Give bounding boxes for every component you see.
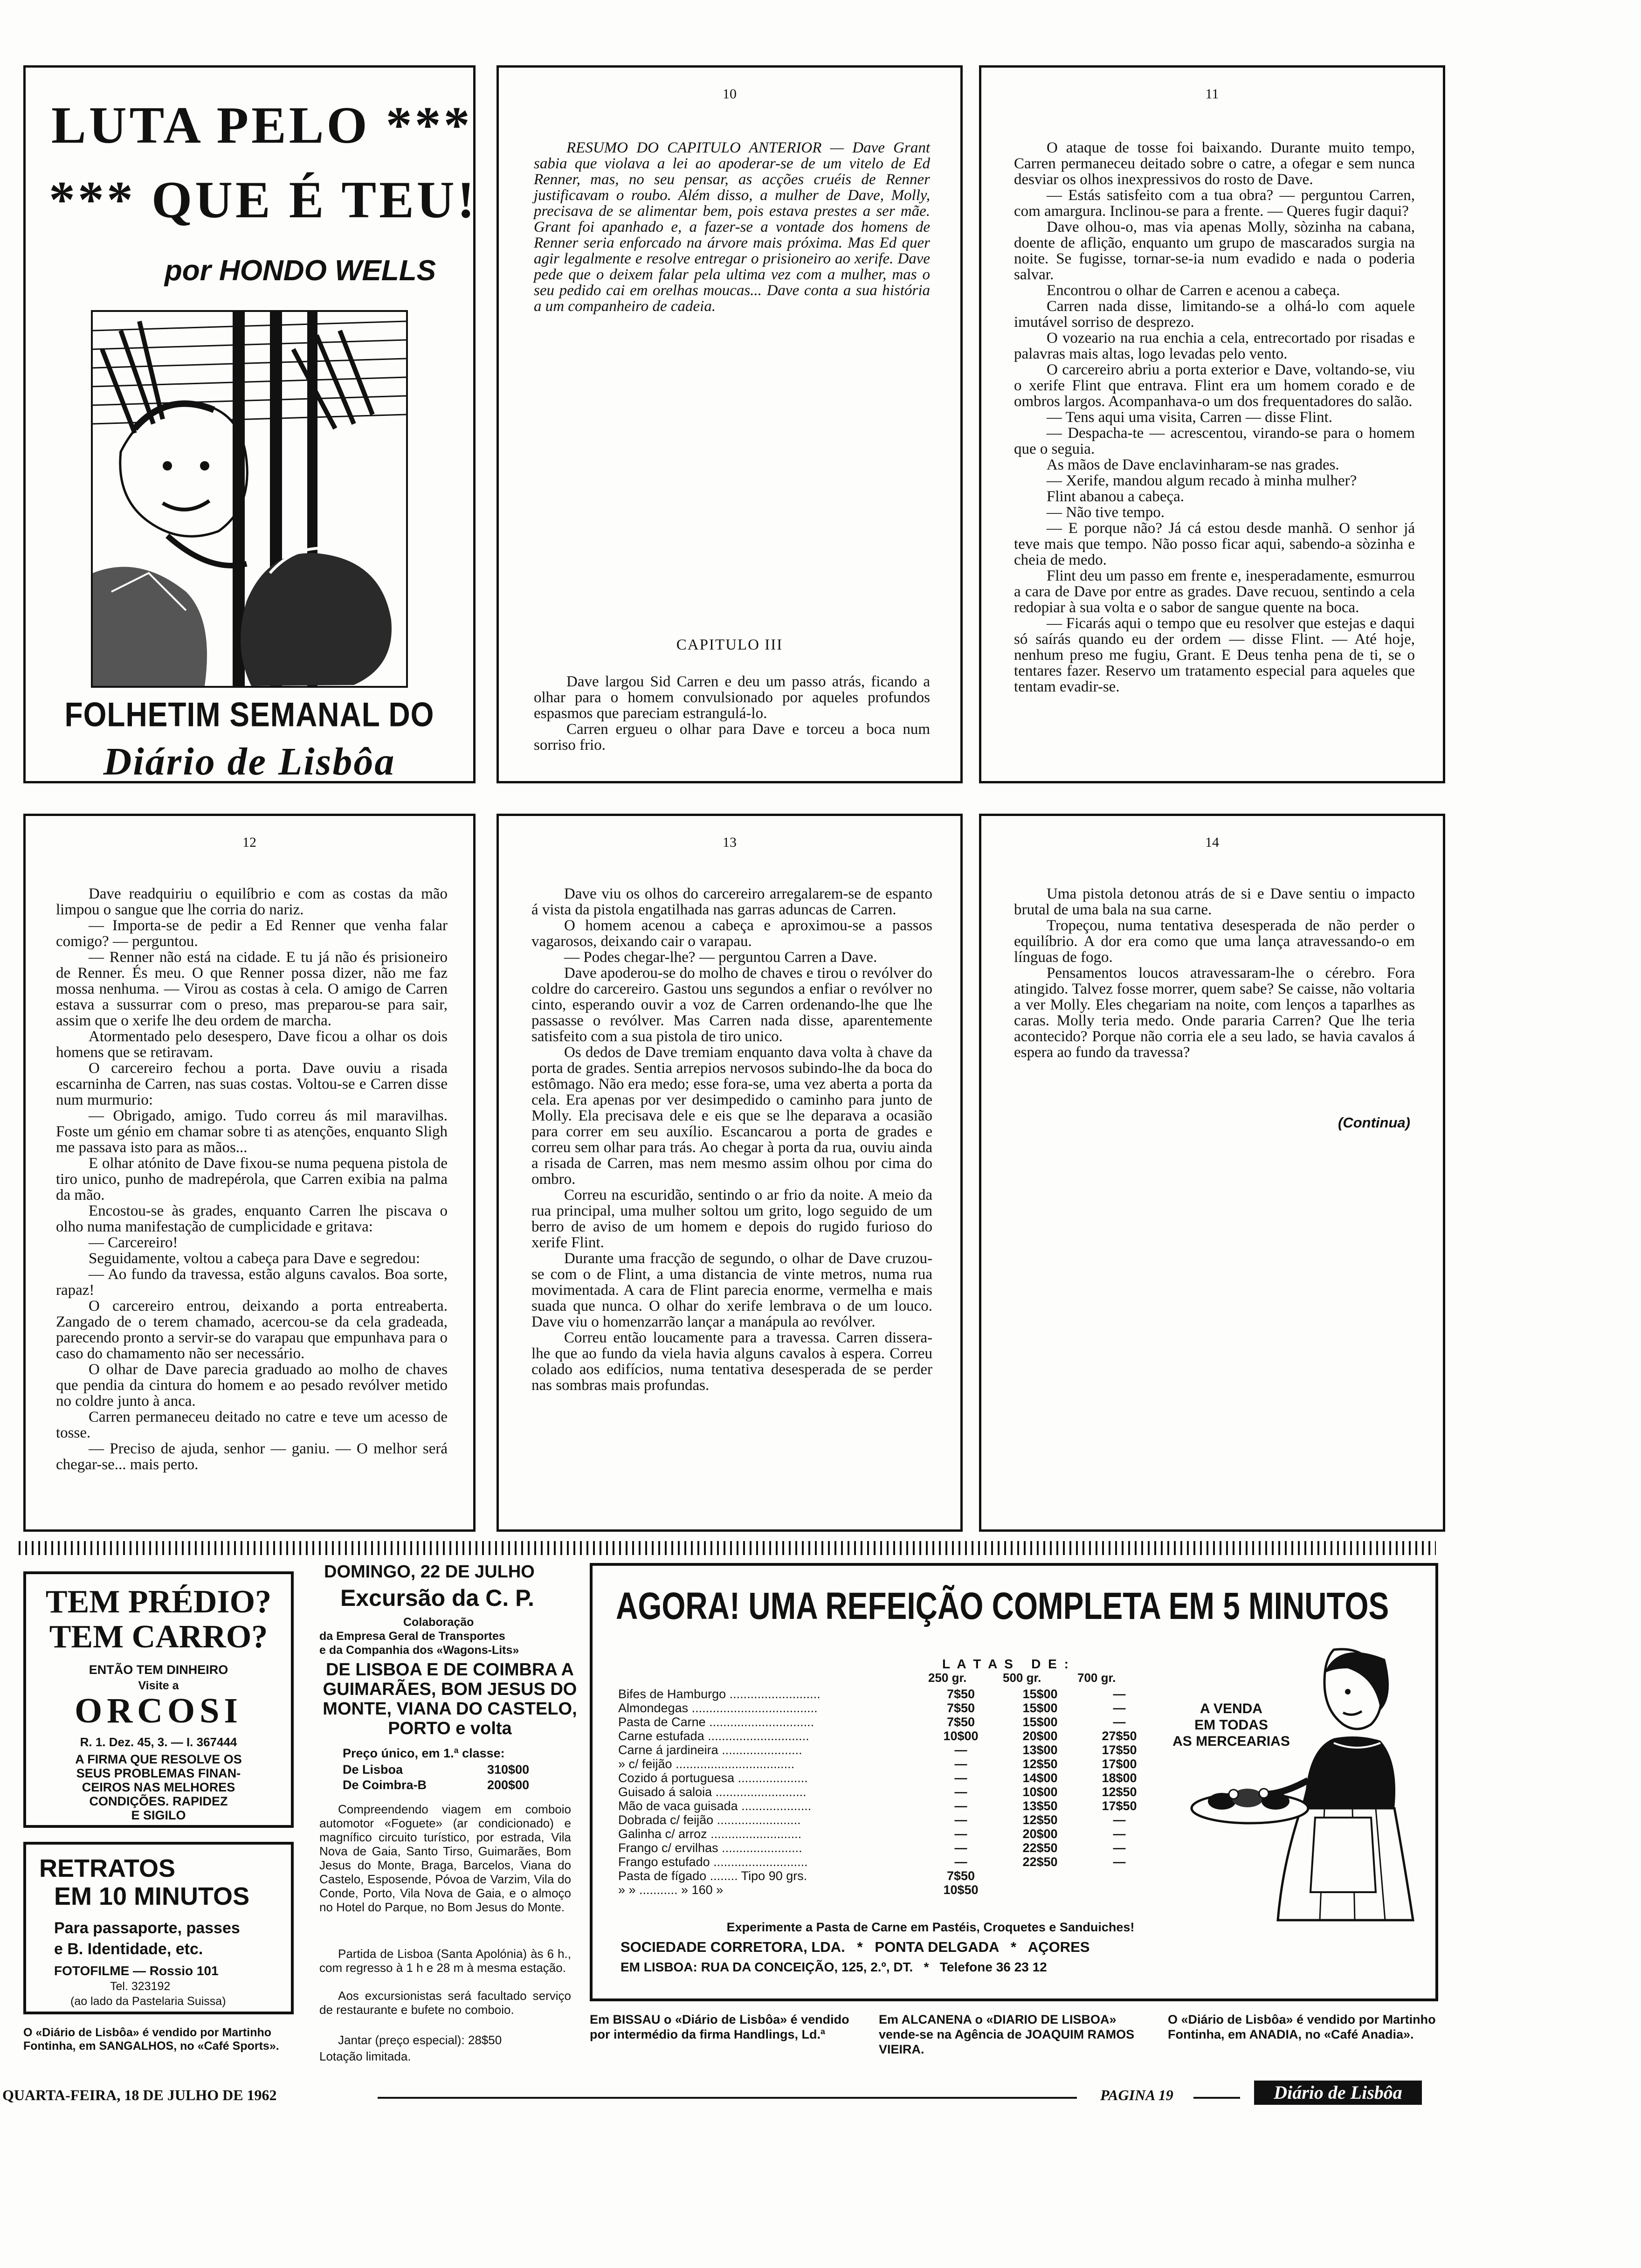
ad-retratos: [23, 1842, 294, 2014]
price-item-name: Galinha c/ arroz ..........................: [618, 1827, 802, 1841]
paragraph: — Obrigado, amigo. Tudo correu ás mil maravilhas. Foste um génio em chamar sobre ti as atenções, enquanto Sligh me passava isto para as mãos...: [56, 1107, 448, 1156]
retratos-line4: e B. Identidade, etc.: [54, 1940, 203, 1958]
price-value: 12$50: [1102, 1785, 1137, 1799]
price-item-name: Frango estufado ...........................: [618, 1855, 808, 1869]
footer-date: QUARTA-FEIRA, 18 DE JULHO DE 1962: [2, 2087, 277, 2103]
paragraph: Dave olhou-o, mas via apenas Molly, sòzinha na cabana, doente de aflição, enquanto um grupo de mascarados surgia na noite. Se fugisse, tornar-se-ia num evadido e nada o poderia salvar.: [1014, 219, 1415, 283]
page-11-body: [1014, 140, 1415, 695]
price-value: —: [1113, 1715, 1126, 1729]
price-value: 20$00: [1022, 1729, 1058, 1743]
refeicao-company: SOCIEDADE CORRETORA, LDA. * PONTA DELGADA * AÇORES: [621, 1939, 1090, 1955]
price-value: [1000, 1869, 1080, 1883]
retratos-line5: FOTOFILME — Rossio 101: [54, 1964, 219, 1978]
paragraph: Durante uma fracção de segundo, o olhar de Dave cruzou-se com o de Flint, a uma distancia de vinte metros, numa rua movimentada. A cara de Flint parecia enorme, vermelha e mais suada que nunca. O olhar do xerife lembrava o de um louco. Dave viu o homenzarrão lançar a manápula ao revólver.: [531, 1250, 932, 1330]
price-row: [618, 1813, 1159, 1827]
retratos-line6: Tel. 323192: [110, 1980, 171, 1993]
price-value: 7$50: [946, 1687, 975, 1701]
retratos-line1: RETRATOS: [39, 1854, 176, 1882]
price-item-name: » c/ feijão ..................................: [618, 1757, 795, 1771]
page-13-body: [531, 886, 932, 1393]
price-value: —: [954, 1827, 967, 1841]
price-value: —: [954, 1813, 967, 1827]
paragraph: — Xerife, mandou algum recado à minha mulher?: [1047, 472, 1357, 489]
price-value: —: [954, 1841, 967, 1855]
price-row: [618, 1729, 1159, 1743]
paragraph: Pensamentos loucos atravessaram-lhe o cérebro. Fora atingido. Talvez fosse morrer, quem sabe? Se caisse, não voltaria a ver Molly. Eles chegariam na noite, com lenços a taparlhes as caras. Molly teria medo. Onde pararia Carren? Que lhe teria acontecido? Porque não corria ele a seu lado, se havia cavalos á espera ao fundo da travessa?: [1014, 965, 1415, 1061]
page-10-body: [534, 674, 930, 753]
price-item-name: Pasta de fígado ........ Tipo 90 grs.: [618, 1869, 807, 1883]
retratos-line7: (ao lado da Pastelaria Suissa): [70, 1995, 226, 2008]
price-value: 18$00: [1102, 1771, 1137, 1785]
excursao-price-coimbra: 200$00: [487, 1778, 530, 1792]
excursao-limited: Lotação limitada.: [319, 2049, 411, 2063]
retratos-line2: EM 10 MINUTOS: [54, 1882, 250, 1910]
paragraph: Carren nada disse, limitando-se a olhá-lo com aquele imutável sorriso de desprezo.: [1014, 298, 1415, 331]
paragraph: — Renner não está na cidade. E tu já não és prisioneiro de Renner. És meu. O que Renner possa dizer, não me faz mossa nenhuma. — Virou as costas à cela. O amigo de Carren estava a sussurrar com o preso, mas preparou-se para sair, assim que o xerife lhe deu ordem de marcha.: [56, 949, 448, 1029]
cover-title-line1: LUTA PELO ***: [51, 97, 473, 154]
footer-paper-name: Diário de Lisbôa: [1274, 2082, 1402, 2103]
page-number: 10: [723, 86, 737, 102]
price-value: 14$00: [1022, 1771, 1058, 1785]
price-item-name: Carne á jardineira .......................: [618, 1743, 802, 1757]
price-value: 10$00: [1022, 1785, 1058, 1799]
paragraph: — Não tive tempo.: [1047, 504, 1165, 521]
price-value: 7$50: [946, 1715, 975, 1729]
paragraph: — Tens aqui uma visita, Carren — disse Flint.: [1047, 409, 1333, 426]
excursao-route: DE LISBOA E DE COIMBRA A GUIMARÃES, BOM JESUS DO MONTE, VIANA DO CASTELO, PORTO e volta: [323, 1660, 577, 1738]
orcosi-line1: TEM PRÉDIO?: [45, 1584, 272, 1620]
price-item-name: Mão de vaca guisada ....................: [618, 1799, 812, 1813]
paragraph: O homem acenou a cabeça e aproximou-se a passos vagarosos, deixando cair o varapau.: [531, 917, 932, 950]
page-number: 14: [1205, 835, 1219, 850]
notice-alcanena: Em ALCANENA o «DIARIO DE LISBOA» vende-se na Agência de JOAQUIM RAMOS VIEIRA.: [879, 2012, 1135, 2056]
refeicao-latas-header: L A T A S D E :: [942, 1657, 1070, 1671]
refeicao-lisboa: EM LISBOA: RUA DA CONCEIÇÃO, 125, 2.º, DT. * Telefone 36 23 12: [621, 1960, 1047, 1974]
price-item-name: Dobrada c/ feijão ........................: [618, 1813, 801, 1827]
footer-rule-left: [378, 2097, 1077, 2099]
paragraph: Dave apoderou-se do molho de chaves e tirou o revólver do coldre do carcereiro. Gastou uns segundos a enfiar o revólver no cinto, esperando ouvir a voz de Carren ordenando-lhe que lhe passasse o revólver. Mas Carren nada disse, aparentemente satisfeito com a sua pistola de tiro unico.: [531, 965, 932, 1045]
paragraph: — Ficarás aqui o tempo que eu resolver que estejas e daqui só saírás quando eu der ordem — disse Flint. — Até hoje, nenhum preso me fugiu, Grant. E Deus tenha pena de ti, se o tentares fazer. Reservo um tratamento especial para aqueles que tentam evadir-se.: [1014, 615, 1415, 695]
price-value: —: [1113, 1701, 1126, 1715]
paragraph: Seguidamente, voltou a cabeça para Dave e segredou:: [89, 1250, 421, 1267]
price-value: —: [1113, 1827, 1126, 1841]
excursao-title: Excursão da C. P.: [340, 1585, 534, 1611]
price-row: [618, 1827, 1159, 1841]
orcosi-pitch-line: CEIROS NAS MELHORES: [82, 1780, 235, 1794]
refeicao-experimente: Experimente a Pasta de Carne em Pastéis, Croquetes e Sanduiches!: [726, 1920, 1135, 1934]
price-value: 13$50: [1022, 1799, 1058, 1813]
price-row: [618, 1869, 1159, 1883]
price-value: 20$00: [1022, 1827, 1058, 1841]
page-number: 11: [1205, 86, 1219, 102]
price-value: —: [954, 1799, 967, 1813]
price-value: 12$50: [1022, 1757, 1058, 1771]
footer-page-number: PAGINA 19: [1100, 2087, 1173, 2103]
orcosi-pitch-line: E SIGILO: [131, 1808, 186, 1822]
page-13-panel: [496, 814, 963, 1532]
paragraph: Encontrou o olhar de Carren e acenou a cabeça.: [1047, 282, 1340, 299]
paragraph: O carcereiro fechou a porta. Dave ouviu a risada escarninha de Carren, nas suas costas. Voltou-se e Carren disse num murmurio:: [56, 1060, 448, 1108]
paragraph: O ataque de tosse foi baixando. Durante muito tempo, Carren permaneceu deitado sobre o catre, a ofegar e sem nunca desviar os olhos inexpressivos do rosto de Dave.: [1014, 139, 1415, 188]
footer-rule-right: [1193, 2097, 1240, 2099]
refeicao-size-250: 250 gr.: [928, 1671, 967, 1685]
orcosi-pitch: [40, 1752, 277, 1822]
paragraph: Uma pistola detonou atrás de si e Dave sentiu o impacto brutal de uma bala na sua carne.: [1014, 885, 1415, 918]
excursao-date: DOMINGO, 22 DE JULHO: [324, 1562, 535, 1582]
paragraph: Carren ergueu o olhar para Dave e torceu a boca num sorriso frio.: [534, 721, 930, 754]
paragraph: — E porque não? Já cá estou desde manhã. O senhor já teve mais que tempo. Não posso ficar aqui, sabendo-a sòzinha e cheia de medo.: [1014, 520, 1415, 568]
price-item-name: Bifes de Hamburgo ..........................: [618, 1687, 820, 1701]
orcosi-pitch-line: A FIRMA QUE RESOLVE OS: [75, 1752, 242, 1766]
price-item-name: Guisado á saloia ..........................: [618, 1785, 807, 1799]
excursao-colab3: e da Companhia dos «Wagons-Lits»: [319, 1644, 519, 1657]
paragraph: O carcereiro abriu a porta exterior e Dave, voltando-se, viu o xerife Flint que entrava. Flint era um homem corado e de ombros largos. Acompanhava-o um dos frequentadores do salão.: [1014, 361, 1415, 410]
cover-illustration: [91, 310, 408, 688]
ruled-separator: [19, 1541, 1436, 1555]
paragraph: Correu então loucamente para a travessa. Carren dissera-lhe que ao fundo da viela havia alguns cavalos à espera. Correu colado aos edifícios, numa tentativa desesperada de se perder nas sombras mais profundas.: [531, 1329, 932, 1394]
paragraph: Flint abanou a cabeça.: [1047, 488, 1185, 505]
page-12-panel: [23, 814, 476, 1532]
paragraph: Os dedos de Dave tremiam enquanto dava volta à chave da porta de grades. Sentia arrepios nervosos subindo-lhe da boca do estômago. Não era medo; esse fora-se, uma vez aberta a porta da cela. Era apenas por ver desimpedido o caminho para junto de Molly. Ela precisava dele e eis que se lhe deparava a ocasião para correr em seu auxílio. Escancarou a porta de grades e correu sem olhar para trás. Ao chegar à porta da rua, ouviu ainda a risada de Carren, mas nem mesmo assim olhou por cima do ombro.: [531, 1044, 932, 1188]
price-value: —: [954, 1855, 967, 1869]
price-row: [618, 1799, 1159, 1813]
excursao-desc: Compreendendo viagem em comboio automotor «Foguete» (ar condicionado) e magnífico circuito turístico, por estrada, Vila Nova de Gaia, Santo Tirso, Guimarães, Bom Jesus do Monte, Braga, Barcelos, Viana do Castelo, Esposende, Póvoa de Varzim, Vila do Conde, Porto, Vila Nova de Gaia, e o almoço no Hotel do Parque, no Bom Jesus do Monte.: [319, 1802, 571, 1914]
paragraph: Dave largou Sid Carren e deu um passo atrás, ficando a olhar para o homem convulsionado por aqueles profundos espasmos que pareciam estrangulá-lo.: [534, 673, 930, 722]
price-row: [618, 1743, 1159, 1757]
price-value: 15$00: [1022, 1715, 1058, 1729]
price-value: —: [1113, 1841, 1126, 1855]
price-row: [618, 1715, 1159, 1729]
price-value: 12$50: [1022, 1813, 1058, 1827]
retratos-line3: Para passaporte, passes: [54, 1919, 240, 1937]
paragraph: As mãos de Dave enclavinharam-se nas grades.: [1047, 456, 1339, 473]
price-value: 17$00: [1102, 1757, 1137, 1771]
price-value: 15$00: [1022, 1687, 1058, 1701]
price-row: [618, 1785, 1159, 1799]
paragraph: — Preciso de ajuda, senhor — ganiu. — O melhor será chegar-se... mais perto.: [56, 1440, 448, 1473]
paragraph: — Carcereiro!: [89, 1234, 178, 1251]
refeicao-size-500: 500 gr.: [1003, 1671, 1041, 1685]
price-item-name: Cozido á portuguesa ....................: [618, 1771, 808, 1785]
ad-refeicao: [590, 1563, 1438, 2001]
food-tray-illustration: [1189, 1776, 1310, 1827]
ad-orcosi: [23, 1571, 294, 1828]
page-14-panel: [979, 814, 1445, 1532]
chapter-summary: [534, 140, 930, 314]
refeicao-venda1: A VENDA: [1200, 1701, 1262, 1716]
excursao-price-coimbra-label: De Coimbra-B: [343, 1778, 427, 1792]
notice-anadia: O «Diário de Lisbôa» é vendido por Martinho Fontinha, em ANADIA, no «Café Anadia».: [1168, 2012, 1436, 2041]
price-value: —: [954, 1743, 967, 1757]
cover-panel: [23, 65, 476, 783]
price-value: 10$00: [943, 1729, 979, 1743]
paragraph: — Podes chegar-lhe? — perguntou Carren a Dave.: [564, 949, 877, 966]
price-value: —: [1113, 1813, 1126, 1827]
paragraph: — Estás satisfeito com a tua obra? — perguntou Carren, com amargura. Inclinou-se para a frente. — Queres fugir daqui?: [1014, 187, 1415, 220]
paragraph: O olhar de Dave parecia graduado ao molho de chaves que pendia da cintura do homem e ao pesado revólver metido no coldre junto à anca.: [56, 1361, 448, 1410]
price-item-name: Pasta de Carne ..............................: [618, 1715, 814, 1729]
price-row: [618, 1771, 1159, 1785]
page-number: 12: [242, 835, 256, 850]
price-item-name: » » ........... » 160 »: [618, 1883, 724, 1897]
refeicao-size-700: 700 gr.: [1077, 1671, 1116, 1685]
page-11-panel: [979, 65, 1445, 783]
paragraph: — Importa-se de pedir a Ed Renner que venha falar comigo? — perguntou.: [56, 917, 448, 950]
orcosi-line2: TEM CARRO?: [49, 1619, 268, 1655]
refeicao-headline: AGORA! UMA REFEIÇÃO COMPLETA EM 5 MINUTOS: [616, 1585, 1389, 1627]
paragraph: Correu na escuridão, sentindo o ar frio da noite. A meio da rua principal, uma mulher soltou um grito, logo seguido de um berro de aviso de um homem e depois do rugido furioso do xerife Flint.: [531, 1187, 932, 1251]
price-item-name: Carne estufada .............................: [618, 1729, 809, 1743]
paragraph: O vozeario na rua enchia a cela, entrecortado por risadas e palavras mais altas, logo levadas pelo vento.: [1014, 330, 1415, 362]
orcosi-brand: ORCOSI: [75, 1691, 242, 1730]
excursao-departure: Partida de Lisboa (Santa Apolónia) às 6 h., com regresso à 1 h e 28 m à mesma estação.: [319, 1947, 571, 1975]
paragraph: — Ao fundo da travessa, estão alguns cavalos. Boa sorte, rapaz!: [56, 1266, 448, 1299]
paragraph: E olhar atónito de Dave fixou-se numa pequena pistola de tiro unico, punho de madrepérola, que Carren exibia na palma da mão.: [56, 1155, 448, 1203]
refeicao-price-table: [618, 1687, 1159, 1897]
orcosi-line4: Visite a: [138, 1679, 179, 1692]
price-row: [618, 1687, 1159, 1701]
paragraph: Atormentado pelo desespero, Dave ficou a olhar os dois homens que se retiravam.: [56, 1028, 448, 1061]
price-row: [618, 1701, 1159, 1715]
ad-excursao: [315, 1562, 585, 2084]
refeicao-venda2: EM TODAS: [1194, 1717, 1268, 1733]
paragraph: Carren permaneceu deitado no catre e teve um acesso de tosse.: [56, 1409, 448, 1441]
notice-bissau: Em BISSAU o «Diário de Lisbôa» é vendido por intermédio da firma Handlings, Ld.ª: [590, 2012, 849, 2041]
price-row: [618, 1757, 1159, 1771]
paragraph: Flint deu um passo em frente e, inesperadamente, esmurrou a cara de Dave por entre as grades. Dave recuou, sentindo a cela redopiar à sua volta e o sabor de sangue quente na boca.: [1014, 567, 1415, 616]
excursao-service: Aos excursionistas será facultado serviço de restaurante e bufete no comboio.: [319, 1989, 571, 2017]
price-value: 27$50: [1102, 1729, 1137, 1743]
page-14-body: [1014, 886, 1415, 1060]
price-value: —: [954, 1785, 967, 1799]
excursao-price-title: Preço único, em 1.ª classe:: [343, 1746, 505, 1760]
price-value: 13$00: [1022, 1743, 1058, 1757]
paragraph: Tropeçou, numa tentativa desesperada de não perder o equilíbrio. A dor era como que uma lança atravessando-o em línguas de fogo.: [1014, 917, 1415, 966]
orcosi-address: R. 1. Dez. 45, 3. — I. 367444: [80, 1735, 237, 1749]
paragraph: Encostou-se às grades, enquanto Carren lhe piscava o olho numa manifestação de cumplicidade e gritava:: [56, 1203, 448, 1235]
price-value: 22$50: [1022, 1855, 1058, 1869]
price-value: 15$00: [1022, 1701, 1058, 1715]
price-value: 17$50: [1102, 1799, 1137, 1813]
price-value: 7$50: [946, 1869, 975, 1883]
footer-paper-logo: [1254, 2081, 1422, 2105]
price-item-name: Almondegas ....................................: [618, 1701, 818, 1715]
paragraph: O carcereiro entrou, deixando a porta entreaberta. Zangado de o terem chamado, acercou-se da cela gradeada, parecendo pronto a servir-se do varapau que empunhava para o caso do chamamento não ser necessário.: [56, 1298, 448, 1362]
chapter-heading: CAPITULO III: [676, 636, 783, 653]
excursao-colab1: Colaboração: [403, 1616, 474, 1629]
price-value: [1080, 1869, 1159, 1883]
price-value: 17$50: [1102, 1743, 1137, 1757]
price-value: —: [1113, 1687, 1126, 1701]
orcosi-line3: ENTÃO TEM DINHEIRO: [89, 1663, 228, 1677]
notice-sangalhos: O «Diário de Lisbôa» é vendido por Martinho Fontinha, em SANGALHOS, no «Café Sports».: [23, 2026, 279, 2053]
price-row: [618, 1841, 1159, 1855]
refeicao-venda3: AS MERCEARIAS: [1172, 1734, 1290, 1749]
price-value: [1000, 1883, 1080, 1897]
paragraph: — Despacha-te — acrescentou, virando-se para o homem que o seguia.: [1014, 425, 1415, 457]
paragraph: Dave readquiriu o equilíbrio e com as costas da mão limpou o sangue que lhe corria do nariz.: [56, 885, 448, 918]
price-value: 7$50: [946, 1701, 975, 1715]
excursao-dinner: Jantar (preço especial): 28$50: [338, 2033, 502, 2047]
excursao-price-lisboa-label: De Lisboa: [343, 1763, 403, 1777]
cover-folhetim: FOLHETIM SEMANAL DO: [64, 695, 434, 734]
summary-paragraph: RESUMO DO CAPITULO ANTERIOR — Dave Grant sabia que violava a lei ao apoderar-se de um vitelo de Ed Renner, mas, no seu pensar, as acções cruéis de Renner justificavam o roubo. Além disso, a mulher de Dave, Molly, precisava de se alimentar bem, pois estava prestes a ser mãe. Grant foi apanhado e, a fazer-se a vontade dos homens de Renner seria enforcado na árvore mais próxima. Mas Ed quer agir legalmente e resolve entregar o prisioneiro ao xerife. Dave pede que o deixem falar pela ultima vez com a mulher, mas o seu pedido cai em orelhas moucas... Dave conta a sua história a um companheiro de cadeia.: [534, 139, 930, 315]
price-value: —: [954, 1757, 967, 1771]
page-12-body: [56, 886, 448, 1473]
jail-scene-illustration: [93, 312, 406, 686]
price-value: 22$50: [1022, 1841, 1058, 1855]
excursao-colab2: da Empresa Geral de Transportes: [319, 1630, 505, 1643]
cover-byline: por HONDO WELLS: [164, 255, 436, 287]
page-10-panel: [496, 65, 963, 783]
cover-paper-name: Diário de Lisbôa: [103, 740, 396, 783]
price-row: [618, 1855, 1159, 1869]
price-item-name: Frango c/ ervilhas .......................: [618, 1841, 802, 1855]
paragraph: Dave viu os olhos do carcereiro arregalarem-se de espanto á vista da pistola engatilhada nas garras aduncas de Carren.: [531, 885, 932, 918]
price-value: [1080, 1883, 1159, 1897]
price-value: 10$50: [943, 1883, 979, 1897]
price-row: [618, 1883, 1159, 1897]
price-value: —: [1113, 1855, 1126, 1869]
continua-label: (Continua): [1338, 1114, 1410, 1131]
excursao-price-lisboa: 310$00: [487, 1763, 530, 1777]
cover-title-line2: *** QUE É TEU!: [49, 171, 477, 229]
price-value: —: [954, 1771, 967, 1785]
orcosi-pitch-line: CONDIÇÕES. RAPIDEZ: [89, 1794, 228, 1808]
page-number: 13: [723, 835, 737, 850]
orcosi-pitch-line: SEUS PROBLEMAS FINAN-: [76, 1766, 241, 1780]
